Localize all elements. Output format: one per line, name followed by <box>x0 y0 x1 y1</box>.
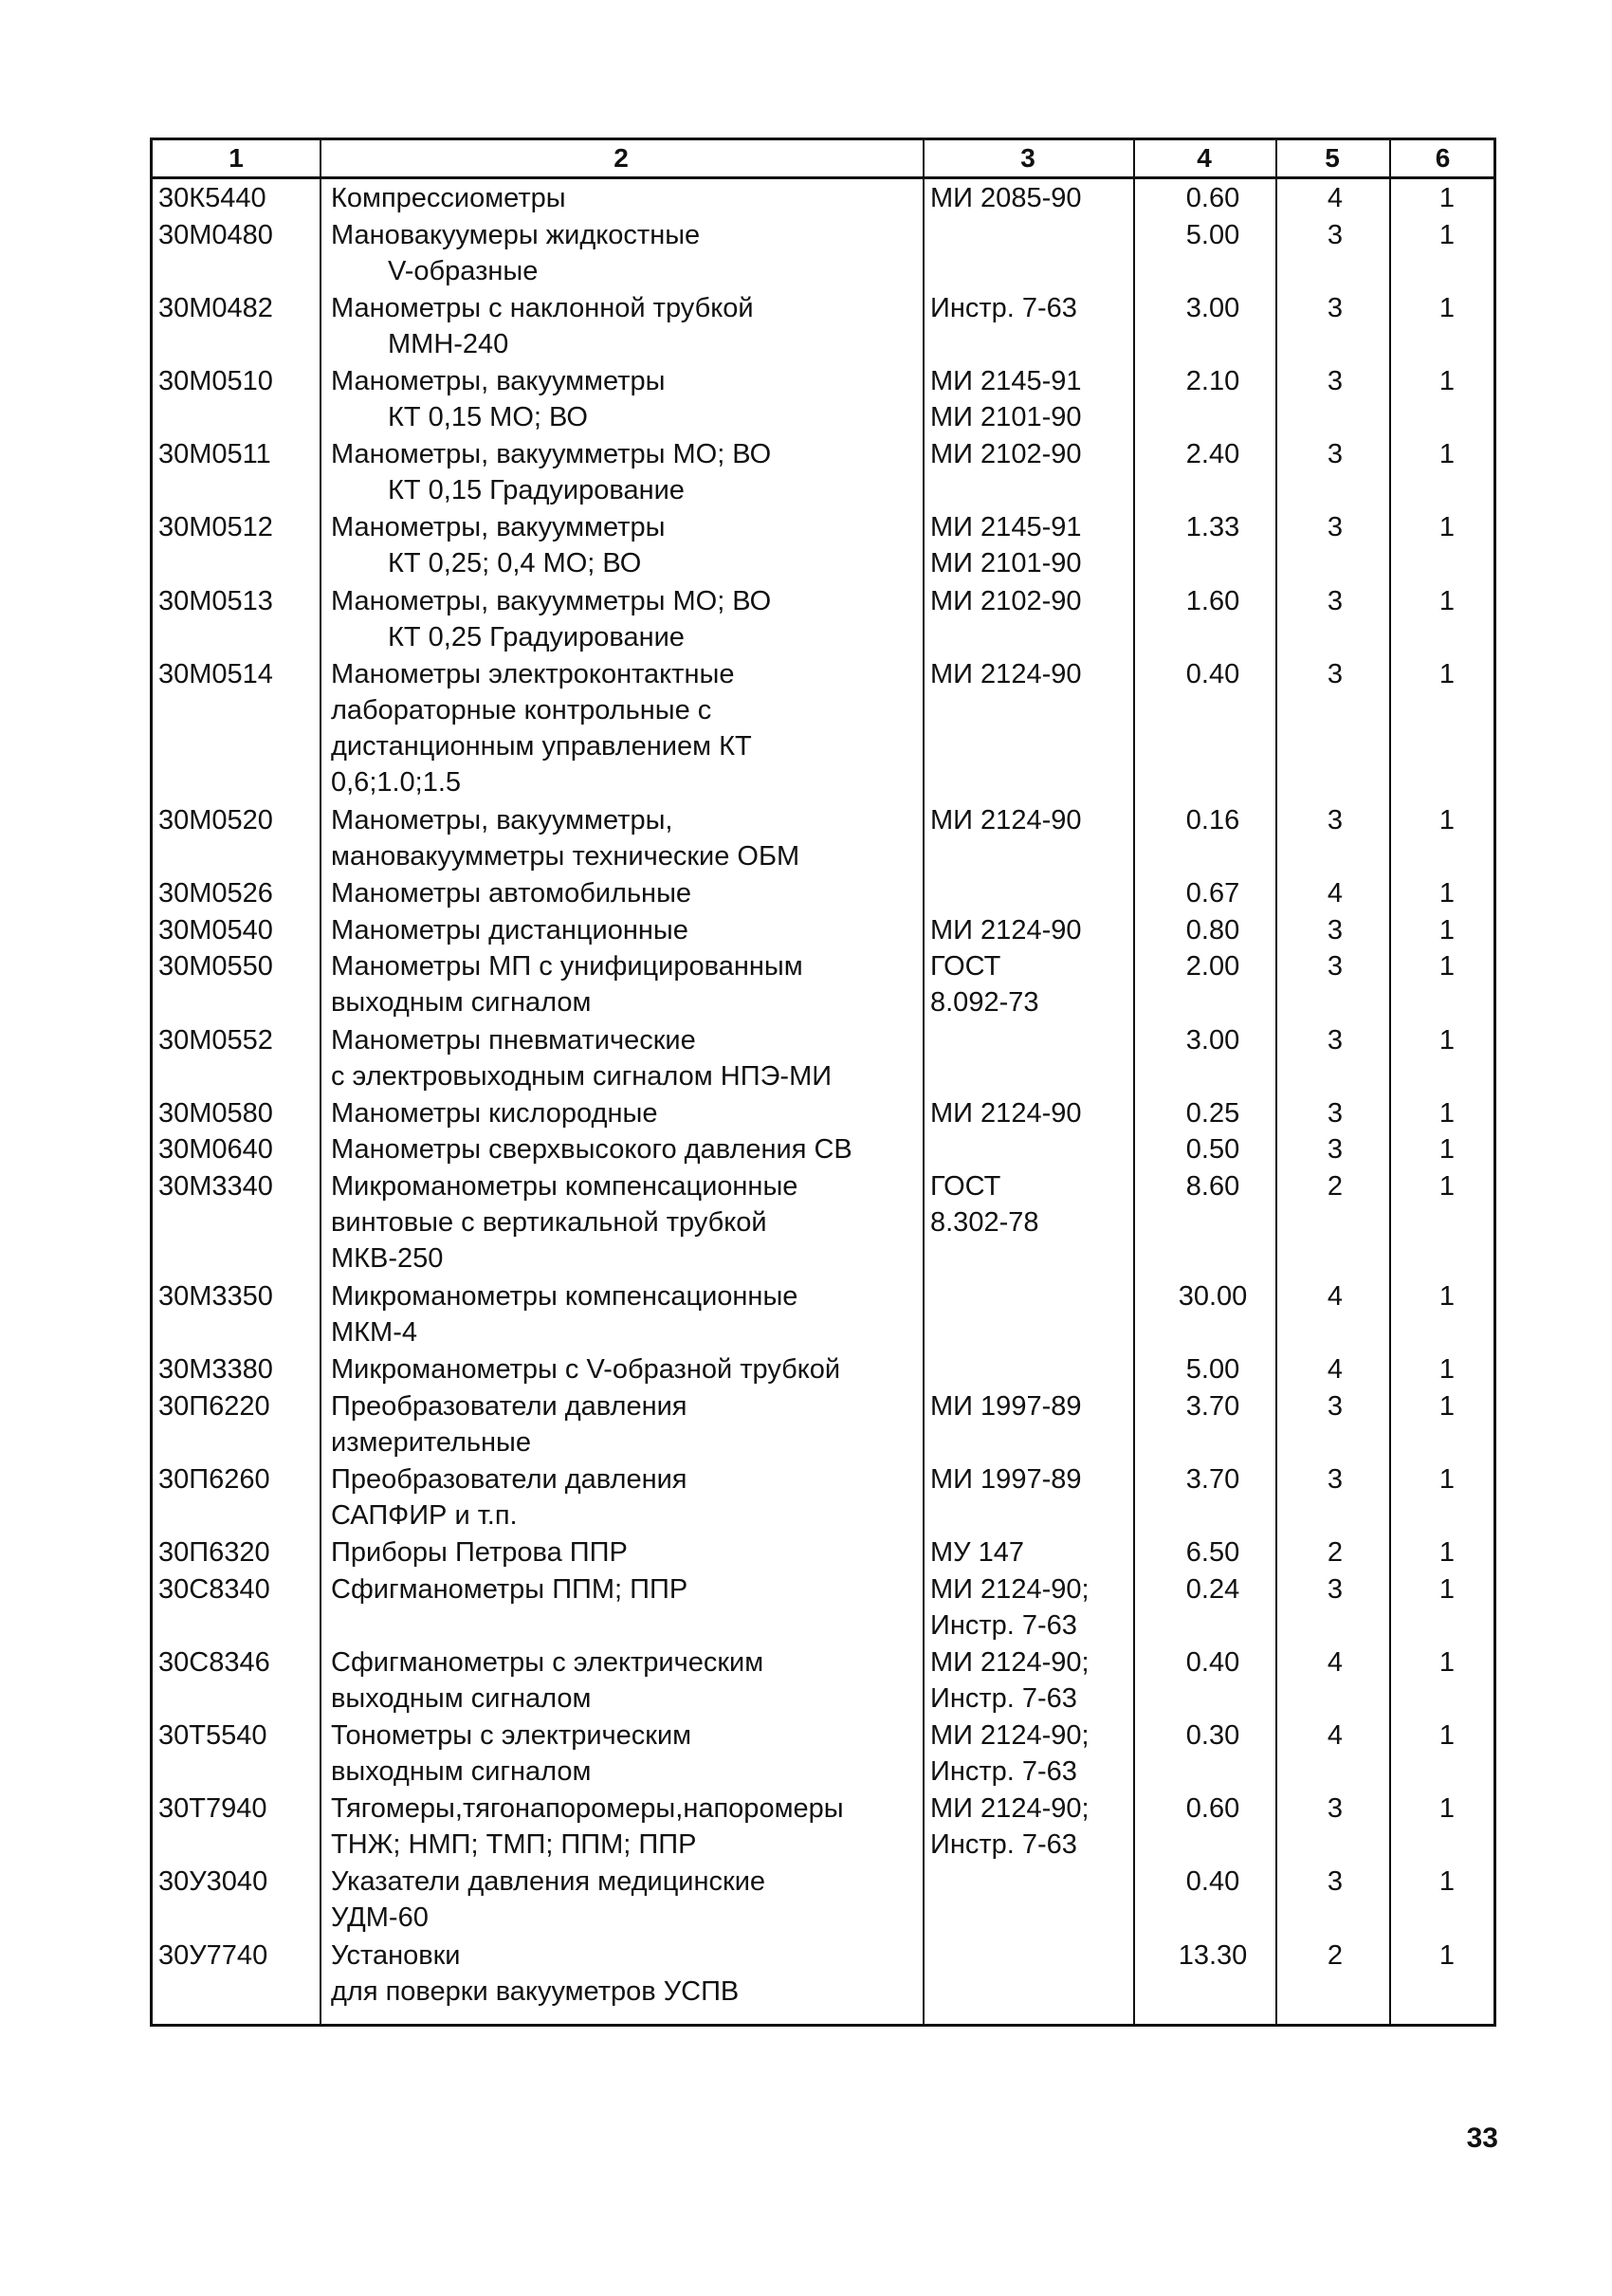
item-name <box>331 1278 797 1350</box>
item-value-col6: 1 <box>1438 914 1456 946</box>
item-document <box>930 1534 1024 1570</box>
item-name <box>331 436 771 508</box>
item-code: 30М0552 <box>158 1024 273 1056</box>
item-document <box>930 1644 1090 1717</box>
table-row <box>153 1641 1493 1714</box>
table-body <box>153 176 1493 2007</box>
table-row <box>153 432 1493 505</box>
item-name-line: Преобразователи давления <box>331 1390 687 1422</box>
item-value-col5: 3 <box>1327 585 1344 616</box>
item-value-col6: 1 <box>1438 658 1456 689</box>
item-name-line: лабораторные контрольные с <box>331 694 712 726</box>
item-name <box>331 802 799 874</box>
item-value-col5: 3 <box>1327 365 1344 396</box>
table-row <box>153 1385 1493 1458</box>
item-document-line: Инстр. 7-63 <box>930 1755 1077 1787</box>
item-value-col5: 3 <box>1327 1866 1344 1898</box>
item-value-col5: 4 <box>1327 1354 1344 1386</box>
table-row <box>153 1934 1493 2007</box>
item-value-col6: 1 <box>1438 878 1456 909</box>
item-document-line: МИ 2102-90 <box>930 585 1082 616</box>
item-name-line: измерительные <box>331 1426 532 1458</box>
item-name-line: САПФИР и т.п. <box>331 1499 518 1531</box>
item-name <box>331 948 803 1020</box>
item-document <box>930 363 1082 435</box>
item-value-col6: 1 <box>1438 1793 1456 1825</box>
item-name-line: КТ 0,15 Градуирование <box>388 475 685 506</box>
item-value-col4: 0.40 <box>1185 1646 1240 1678</box>
page-number: 33 <box>1466 2122 1498 2154</box>
item-name-line: выходным сигналом <box>331 1682 592 1714</box>
item-code: 30М3350 <box>158 1280 273 1312</box>
price-table <box>150 138 1496 2027</box>
item-value-col6: 1 <box>1438 365 1456 396</box>
item-name <box>331 875 691 911</box>
item-code: 30М0512 <box>158 512 273 543</box>
item-name <box>331 290 754 362</box>
item-code: 30М0520 <box>158 805 273 836</box>
item-document-line: МИ 2124-90; <box>930 1719 1090 1751</box>
item-value-col6: 1 <box>1438 585 1456 616</box>
table-row <box>153 1714 1493 1787</box>
item-name <box>331 217 700 289</box>
item-value-col6: 1 <box>1438 1537 1456 1568</box>
item-document-line: ГОСТ <box>930 1171 1001 1203</box>
item-document-line: МИ 2101-90 <box>930 401 1082 432</box>
item-document-line: МИ 2101-90 <box>930 548 1082 579</box>
item-document-line: МИ 2145-91 <box>930 365 1082 396</box>
item-name-line: для поверки вакууметров УСПВ <box>331 1975 740 2007</box>
item-name <box>331 1864 765 1936</box>
item-value-col4: 1.60 <box>1185 585 1240 616</box>
item-value-col5: 4 <box>1327 1719 1344 1751</box>
item-name <box>331 1461 687 1534</box>
item-value-col5: 2 <box>1327 1537 1344 1568</box>
item-value-col4: 0.67 <box>1185 878 1240 909</box>
header-col-3: 3 <box>1020 143 1035 173</box>
item-code: 30М0513 <box>158 585 273 616</box>
item-value-col5: 3 <box>1327 951 1344 983</box>
item-value-col4: 0.25 <box>1185 1097 1240 1129</box>
item-name <box>331 656 752 800</box>
item-value-col4: 0.80 <box>1185 914 1240 946</box>
item-value-col5: 2 <box>1327 1939 1344 1971</box>
item-name <box>331 1351 840 1387</box>
item-value-col5: 3 <box>1327 1134 1344 1166</box>
item-name-line: УДМ-60 <box>331 1902 429 1934</box>
item-value-col4: 0.40 <box>1185 658 1240 689</box>
table-row <box>153 359 1493 432</box>
item-value-col5: 3 <box>1327 292 1344 323</box>
item-value-col5: 3 <box>1327 1024 1344 1056</box>
item-name-line: Преобразователи давления <box>331 1463 687 1495</box>
item-code: 30П6260 <box>158 1463 270 1495</box>
item-name-line: 0,6;1.0;1.5 <box>331 766 462 798</box>
item-name-line: Приборы Петрова ППР <box>331 1537 628 1568</box>
table-row <box>153 1860 1493 1933</box>
item-name-line: Манометры сверхвысокого давления СВ <box>331 1134 852 1166</box>
item-value-col4: 0.30 <box>1185 1719 1240 1751</box>
item-name <box>331 1388 687 1460</box>
item-code: 30С8346 <box>158 1646 270 1678</box>
item-value-col6: 1 <box>1438 1024 1456 1056</box>
item-document-line: МУ 147 <box>930 1537 1025 1568</box>
item-name-line: КТ 0,25; 0,4 МО; ВО <box>388 548 642 579</box>
item-value-col5: 3 <box>1327 219 1344 250</box>
item-document-line: МИ 2102-90 <box>930 439 1082 470</box>
item-code: 30М0580 <box>158 1097 273 1129</box>
item-value-col4: 3.00 <box>1185 292 1240 323</box>
item-code: 30М0640 <box>158 1134 273 1166</box>
item-value-col5: 4 <box>1327 183 1344 213</box>
item-name-line: МКВ-250 <box>331 1243 444 1275</box>
item-value-col6: 1 <box>1438 1646 1456 1678</box>
item-name-line: Компрессиометры <box>331 183 566 213</box>
item-value-col5: 3 <box>1327 439 1344 470</box>
item-name-line: Манометры дистанционные <box>331 914 688 946</box>
item-document <box>930 1717 1090 1790</box>
item-document-line: МИ 2124-90; <box>930 1793 1090 1825</box>
item-document-line: ГОСТ <box>930 951 1001 983</box>
item-value-col6: 1 <box>1438 1390 1456 1422</box>
item-name-line: винтовые с вертикальной трубкой <box>331 1207 767 1239</box>
item-value-col5: 3 <box>1327 1793 1344 1825</box>
item-document-line: МИ 2124-90; <box>930 1573 1090 1605</box>
item-value-col6: 1 <box>1438 219 1456 250</box>
item-document <box>930 948 1039 1020</box>
item-code: 30К5440 <box>158 183 266 213</box>
item-code: 30М0482 <box>158 292 273 323</box>
item-document <box>930 1388 1082 1424</box>
item-code: 30Т7940 <box>158 1793 267 1825</box>
item-value-col6: 1 <box>1438 1134 1456 1166</box>
item-name-line: Манометры, вакуумметры <box>331 512 666 543</box>
item-value-col6: 1 <box>1438 805 1456 836</box>
table-row <box>153 1165 1493 1275</box>
item-code: 30М0510 <box>158 365 273 396</box>
item-value-col6: 1 <box>1438 1171 1456 1203</box>
table-row <box>153 1348 1493 1385</box>
table-row <box>153 872 1493 909</box>
item-value-col5: 4 <box>1327 1280 1344 1312</box>
item-document-line: Инстр. 7-63 <box>930 1609 1077 1641</box>
item-name-line: Микроманометры компенсационные <box>331 1171 798 1203</box>
item-name <box>331 1534 628 1570</box>
item-value-col4: 3.70 <box>1185 1463 1240 1495</box>
table-row <box>153 945 1493 1018</box>
item-value-col6: 1 <box>1438 292 1456 323</box>
item-name-line: Указатели давления медицинские <box>331 1866 766 1898</box>
item-name-line: Манометры пневматические <box>331 1024 696 1056</box>
item-value-col4: 8.60 <box>1185 1171 1240 1203</box>
item-code: 30М0480 <box>158 219 273 250</box>
item-name <box>331 1168 797 1277</box>
item-name-line: Манометры с наклонной трубкой <box>331 292 754 323</box>
item-document <box>930 509 1082 581</box>
item-code: 30П6220 <box>158 1390 270 1422</box>
item-name <box>331 1022 832 1094</box>
item-document <box>930 656 1082 692</box>
header-col-5: 5 <box>1325 143 1340 173</box>
item-document-line: Инстр. 7-63 <box>930 1829 1077 1861</box>
item-name-line: Тонометры с электрическим <box>331 1719 692 1751</box>
item-value-col4: 2.40 <box>1185 439 1240 470</box>
item-document-line: Инстр. 7-63 <box>930 292 1077 323</box>
item-name-line: КТ 0,15 МО; ВО <box>388 401 588 432</box>
item-document-line: МИ 2124-90 <box>930 805 1082 836</box>
item-document-line: МИ 2145-91 <box>930 512 1082 543</box>
item-document <box>930 290 1077 326</box>
item-value-col6: 1 <box>1438 1354 1456 1386</box>
item-code: 30М0550 <box>158 951 273 983</box>
item-document-line: Инстр. 7-63 <box>930 1682 1077 1714</box>
item-value-col4: 0.24 <box>1185 1573 1240 1605</box>
item-name <box>331 1095 657 1131</box>
item-value-col4: 13.30 <box>1178 1939 1248 1971</box>
item-name-line: ТНЖ; НМП; ТМП; ППМ; ППР <box>331 1829 697 1861</box>
item-name-line: Установки <box>331 1939 461 1971</box>
item-name-line: мановакуумметры технические ОБМ <box>331 841 800 872</box>
item-document-line: МИ 1997-89 <box>930 1390 1082 1422</box>
item-value-col4: 0.16 <box>1185 805 1240 836</box>
item-name-line: Манометры, вакуумметры МО; ВО <box>331 439 772 470</box>
item-name-line: ММН-240 <box>388 328 509 359</box>
item-value-col4: 0.60 <box>1185 1793 1240 1825</box>
item-name <box>331 1571 687 1607</box>
item-value-col6: 1 <box>1438 439 1456 470</box>
table-row <box>153 505 1493 579</box>
item-name-line: Манометры автомобильные <box>331 878 692 909</box>
item-value-col4: 3.70 <box>1185 1390 1240 1422</box>
item-value-col4: 2.00 <box>1185 951 1240 983</box>
item-value-col4: 0.60 <box>1185 183 1240 213</box>
item-name-line: МКМ-4 <box>331 1316 417 1348</box>
item-name-line: Манометры, вакуумметры МО; ВО <box>331 585 772 616</box>
item-value-col5: 3 <box>1327 1573 1344 1605</box>
item-value-col6: 1 <box>1438 1097 1456 1129</box>
table-row <box>153 1568 1493 1641</box>
table-row <box>153 286 1493 359</box>
item-value-col4: 3.00 <box>1185 1024 1240 1056</box>
item-name <box>331 1938 739 2010</box>
item-name-line: Манометры, вакуумметры, <box>331 805 673 836</box>
item-code: 30М0540 <box>158 914 273 946</box>
table-row <box>153 909 1493 946</box>
item-value-col6: 1 <box>1438 1573 1456 1605</box>
item-document-line: 8.302-78 <box>930 1207 1039 1239</box>
item-code: 30С8340 <box>158 1573 270 1605</box>
item-code: 30П6320 <box>158 1537 270 1568</box>
item-name <box>331 363 665 435</box>
item-value-col6: 1 <box>1438 512 1456 543</box>
item-value-col5: 3 <box>1327 914 1344 946</box>
item-name <box>331 1717 691 1790</box>
item-value-col6: 1 <box>1438 183 1456 213</box>
item-code: 30М0526 <box>158 878 273 909</box>
item-value-col6: 1 <box>1438 1463 1456 1495</box>
item-value-col6: 1 <box>1438 1280 1456 1312</box>
item-code: 30М3380 <box>158 1354 273 1386</box>
table-row <box>153 1092 1493 1129</box>
table-row <box>153 1019 1493 1092</box>
item-code: 30М0511 <box>158 439 271 470</box>
item-document-line: МИ 2124-90 <box>930 914 1082 946</box>
item-document-line: МИ 2124-90 <box>930 658 1082 689</box>
item-value-col5: 2 <box>1327 1171 1344 1203</box>
table-row <box>153 1275 1493 1348</box>
item-value-col6: 1 <box>1438 1719 1456 1751</box>
table-row <box>153 1531 1493 1568</box>
item-value-col5: 4 <box>1327 878 1344 909</box>
item-value-col5: 3 <box>1327 1463 1344 1495</box>
header-col-4: 4 <box>1197 143 1212 173</box>
table-row <box>153 579 1493 652</box>
item-name-line: Манометры электроконтактные <box>331 658 735 689</box>
item-name-line: Микроманометры компенсационные <box>331 1280 798 1312</box>
item-value-col4: 5.00 <box>1185 219 1240 250</box>
table-row <box>153 1787 1493 1860</box>
item-value-col6: 1 <box>1438 1939 1456 1971</box>
item-name-line: Мановакуумеры жидкостные <box>331 219 701 250</box>
item-name <box>331 583 771 655</box>
item-name-line: дистанционным управлением КТ <box>331 730 752 762</box>
item-name <box>331 1791 844 1863</box>
item-value-col5: 3 <box>1327 1390 1344 1422</box>
item-value-col4: 5.00 <box>1185 1354 1240 1386</box>
item-name-line: Манометры МП с унифицированным <box>331 951 803 983</box>
item-document <box>930 1095 1082 1131</box>
table-row <box>153 176 1493 213</box>
item-document-line: МИ 1997-89 <box>930 1463 1082 1495</box>
item-value-col4: 0.40 <box>1185 1866 1240 1898</box>
header-col-6: 6 <box>1435 143 1451 173</box>
item-name-line: Сфигманометры ППМ; ППР <box>331 1573 688 1605</box>
item-value-col4: 2.10 <box>1185 365 1240 396</box>
item-document-line: МИ 2085-90 <box>930 183 1082 213</box>
item-value-col5: 3 <box>1327 658 1344 689</box>
item-document-line: МИ 2124-90 <box>930 1097 1082 1129</box>
item-document <box>930 1461 1082 1497</box>
item-name-line: V-образные <box>388 255 539 286</box>
item-name-line: КТ 0,25 Градуирование <box>388 621 685 652</box>
table-row <box>153 799 1493 872</box>
item-name <box>331 180 566 216</box>
item-value-col5: 3 <box>1327 1097 1344 1129</box>
header-col-2: 2 <box>614 143 629 173</box>
item-name-line: Манометры кислородные <box>331 1097 658 1129</box>
item-name-line: Тягомеры,тягонапоромеры,напоромеры <box>331 1793 844 1825</box>
item-name-line: Сфигманометры с электрическим <box>331 1646 764 1678</box>
item-document <box>930 180 1082 216</box>
item-code: 30У3040 <box>158 1866 268 1898</box>
item-value-col5: 3 <box>1327 512 1344 543</box>
item-name-line: Манометры, вакуумметры <box>331 365 666 396</box>
item-document-line: 8.092-73 <box>930 987 1039 1019</box>
item-name <box>331 1131 852 1167</box>
item-name-line: выходным сигналом <box>331 987 592 1019</box>
table-row <box>153 213 1493 286</box>
item-document-line: МИ 2124-90; <box>930 1646 1090 1678</box>
item-value-col5: 3 <box>1327 805 1344 836</box>
item-name <box>331 912 688 948</box>
table-row <box>153 1458 1493 1531</box>
item-document <box>930 1571 1090 1644</box>
item-value-col4: 30.00 <box>1178 1280 1248 1312</box>
item-document <box>930 436 1082 472</box>
table-row <box>153 652 1493 799</box>
item-document <box>930 583 1082 619</box>
item-name-line: с электровыходным сигналом НПЭ-МИ <box>331 1060 833 1092</box>
item-document <box>930 912 1082 948</box>
item-name <box>331 1644 763 1717</box>
item-name-line: выходным сигналом <box>331 1755 592 1787</box>
item-value-col6: 1 <box>1438 951 1456 983</box>
item-value-col4: 1.33 <box>1185 512 1240 543</box>
item-value-col5: 4 <box>1327 1646 1344 1678</box>
item-document <box>930 802 1082 838</box>
item-value-col4: 6.50 <box>1185 1537 1240 1568</box>
item-value-col6: 1 <box>1438 1866 1456 1898</box>
item-document <box>930 1791 1090 1863</box>
header-col-1: 1 <box>229 143 244 173</box>
item-code: 30У7740 <box>158 1939 268 1971</box>
item-name-line: Микроманометры с V-образной трубкой <box>331 1354 841 1386</box>
item-code: 30Т5540 <box>158 1719 267 1751</box>
item-code: 30М0514 <box>158 658 273 689</box>
table-header <box>153 140 1493 179</box>
table-row <box>153 1128 1493 1165</box>
item-document <box>930 1168 1039 1240</box>
item-value-col4: 0.50 <box>1185 1134 1240 1166</box>
item-name <box>331 509 665 581</box>
item-code: 30М3340 <box>158 1171 273 1203</box>
